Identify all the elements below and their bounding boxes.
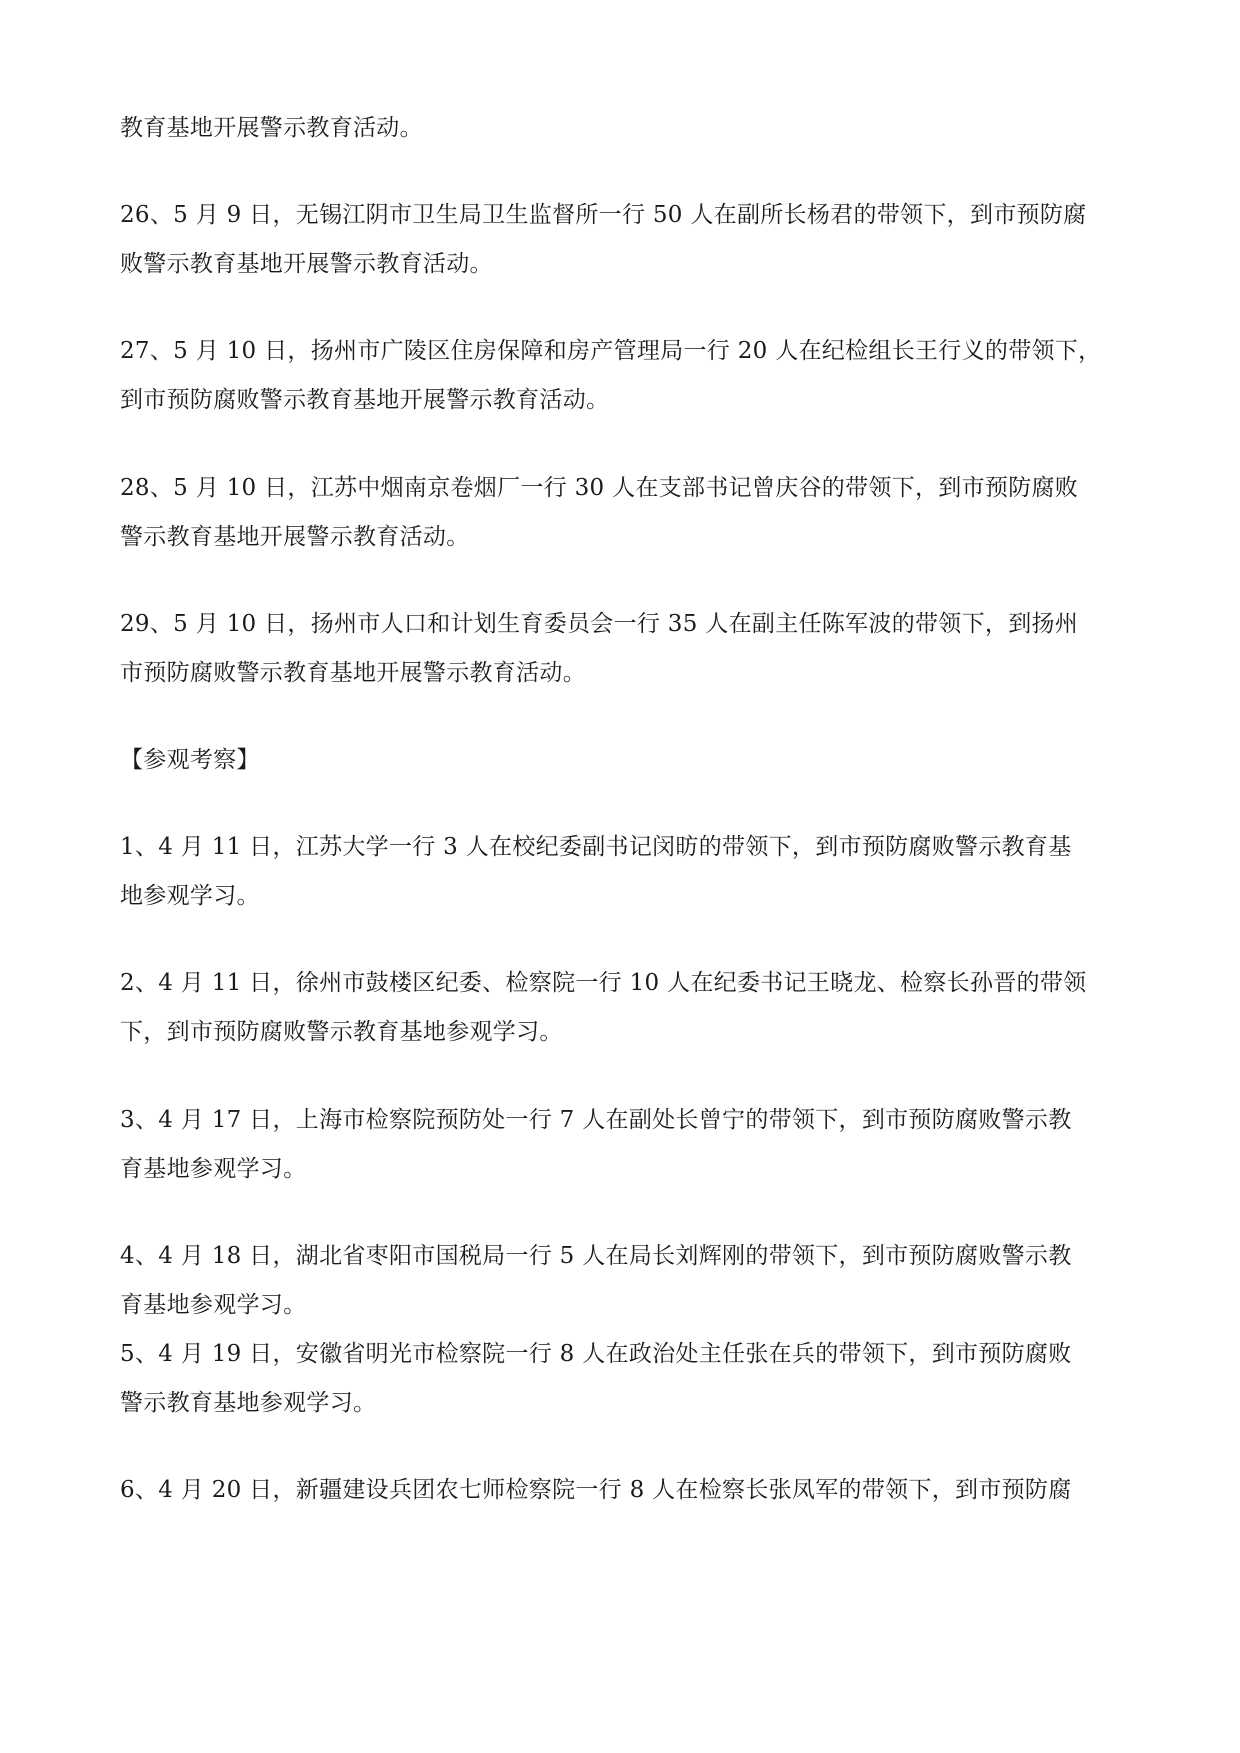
- paragraph-line: 教育基地开展警示教育活动。: [120, 115, 423, 141]
- paragraph-line: 败警示教育基地开展警示教育活动。: [120, 251, 493, 277]
- paragraph-line: 地参观学习。: [120, 883, 260, 909]
- paragraph-line: 6、4 月 20 日，新疆建设兵团农七师检察院一行 8 人在检察长张凤军的带领下，到市预防腐: [120, 1477, 1072, 1503]
- paragraph-line: 26、5 月 9 日，无锡江阴市卫生局卫生监督所一行 50 人在副所长杨君的带领下，到市预防腐: [120, 202, 1087, 228]
- paragraph-line: 市预防腐败警示教育基地开展警示教育活动。: [120, 660, 586, 686]
- paragraph-line: 4、4 月 18 日，湖北省枣阳市国税局一行 5 人在局长刘辉刚的带领下，到市预防腐败警示教: [120, 1243, 1072, 1269]
- paragraph-line: 育基地参观学习。: [120, 1156, 307, 1182]
- paragraph-line: 育基地参观学习。: [120, 1292, 307, 1318]
- section-heading: 【参观考察】: [120, 747, 260, 773]
- paragraph-line: 27、5 月 10 日，扬州市广陵区住房保障和房产管理局一行 20 人在纪检组长王行义的带领下，: [120, 338, 1102, 364]
- paragraph-line: 警示教育基地参观学习。: [120, 1390, 377, 1416]
- paragraph-line: 29、5 月 10 日，扬州市人口和计划生育委员会一行 35 人在副主任陈军波的带领下，到扬州: [120, 611, 1079, 637]
- paragraph-line: 到市预防腐败警示教育基地开展警示教育活动。: [120, 387, 610, 413]
- paragraph-line: 28、5 月 10 日，江苏中烟南京卷烟厂一行 30 人在支部书记曾庆谷的带领下，到市预防腐败: [120, 475, 1079, 501]
- paragraph-line: 1、4 月 11 日，江苏大学一行 3 人在校纪委副书记闵昉的带领下，到市预防腐败警示教育基: [120, 834, 1072, 860]
- paragraph-line: 5、4 月 19 日，安徽省明光市检察院一行 8 人在政治处主任张在兵的带领下，到市预防腐败: [120, 1341, 1072, 1367]
- paragraph-line: 3、4 月 17 日，上海市检察院预防处一行 7 人在副处长曾宁的带领下，到市预防腐败警示教: [120, 1107, 1072, 1133]
- paragraph-line: 2、4 月 11 日，徐州市鼓楼区纪委、检察院一行 10 人在纪委书记王晓龙、检察长孙晋的带领: [120, 970, 1087, 996]
- paragraph-line: 警示教育基地开展警示教育活动。: [120, 524, 470, 550]
- paragraph-line: 下，到市预防腐败警示教育基地参观学习。: [120, 1019, 563, 1045]
